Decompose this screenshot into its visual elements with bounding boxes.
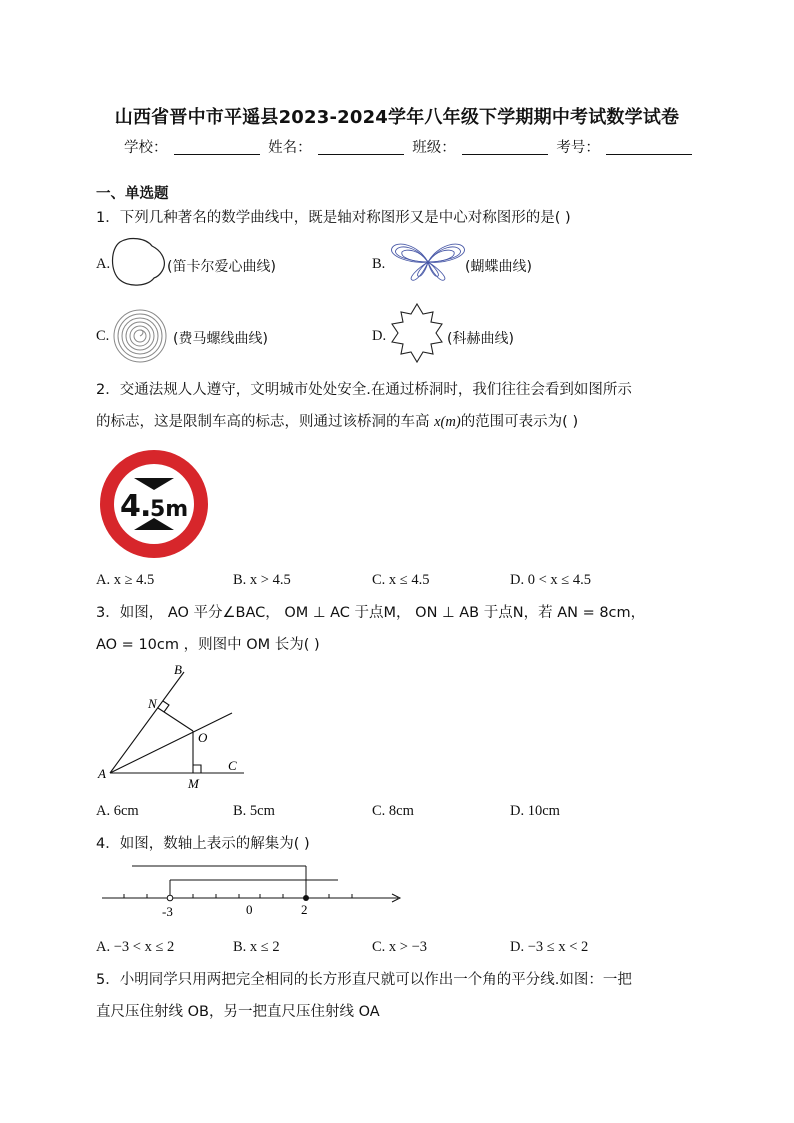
q4-option-a: A. −3 < x ≤ 2: [96, 939, 175, 955]
q5-stem-line2: 直尺压住射线 OB，另一把直尺压住射线 OA: [96, 1004, 380, 1020]
field-name-label: 姓名：: [268, 140, 312, 156]
q2-stem-line1: 2．交通法规人人遵守，文明城市处处安全.在通过桥洞时，我们往往会看到如图所示: [96, 382, 632, 398]
field-school-label: 学校：: [124, 140, 168, 156]
tick-label-2: 2: [301, 902, 308, 917]
q2-stem-tail: 的范围可表示为( ): [460, 414, 579, 430]
q1-option-d-letter: D.: [372, 328, 387, 344]
q5-stem-line1: 5．小明同学只用两把完全相同的长方形直尺就可以作出一个角的平分线.如图：一把: [96, 972, 632, 988]
q1-option-a-letter: A.: [96, 256, 111, 272]
q2-stem-variable: x(m): [434, 414, 461, 430]
q2-option-d: D. 0 < x ≤ 4.5: [510, 572, 591, 588]
q4-option-c: C. x > −3: [372, 939, 428, 955]
q1-stem: 1．下列几种著名的数学曲线中，既是轴对称图形又是中心对称图形的是( ): [96, 210, 571, 226]
field-name-blank: [318, 154, 404, 155]
q2-option-b: B. x > 4.5: [233, 572, 291, 588]
point-c-label: C: [228, 758, 237, 773]
number-line-figure: [98, 860, 408, 922]
q1-option-c-letter: C.: [96, 328, 110, 344]
fermat-spiral-figure: [110, 308, 170, 364]
student-info-line: [124, 136, 696, 157]
q3-stem-line1: 3．如图， AO 平分∠BAC， OM ⊥ AC 于点M， ON ⊥ AB 于点N，若 AN = 8cm，: [96, 605, 646, 621]
sign-digit: 4: [120, 489, 141, 524]
q4-option-b: B. x ≤ 2: [233, 939, 280, 955]
q2-stem-text: 的标志，这是限制车高的标志，则通过该桥洞的车高: [96, 414, 430, 430]
height-limit-sign: [98, 448, 210, 560]
q4-stem: 4．如图，数轴上表示的解集为( ): [96, 836, 310, 852]
q2-option-c: C. x ≤ 4.5: [372, 572, 430, 588]
field-school-blank: [174, 154, 260, 155]
point-o-label: O: [198, 730, 208, 745]
field-number-label: 考号：: [556, 140, 600, 156]
tick-label-0: 0: [246, 902, 253, 917]
q1-option-c-caption: (费马螺线曲线): [173, 331, 268, 347]
field-number-blank: [606, 154, 692, 155]
q3-option-c: C. 8cm: [372, 803, 414, 819]
point-b-label: B: [174, 662, 182, 677]
butterfly-curve-figure: [388, 238, 468, 282]
angle-bisector-figure: [92, 660, 252, 790]
field-class-blank: [462, 154, 548, 155]
sign-dot: .: [140, 489, 152, 524]
q2-stem-line2: [96, 410, 578, 431]
tick-label-neg3: -3: [162, 904, 173, 919]
q1-option-d-caption: (科赫曲线): [447, 331, 514, 347]
point-m-label: M: [188, 776, 199, 790]
q3-option-d: D. 10cm: [510, 803, 560, 819]
sign-decimal-unit: 5m: [150, 497, 189, 522]
q3-option-b: B. 5cm: [233, 803, 275, 819]
q3-option-a: A. 6cm: [96, 803, 139, 819]
koch-snowflake-figure: [384, 300, 450, 366]
q3-stem-line2: AO = 10cm ，则图中 OM 长为( ): [96, 637, 320, 653]
q2-option-a: A. x ≥ 4.5: [96, 572, 155, 588]
cardioid-curve-figure: [108, 236, 168, 288]
point-a-label: A: [98, 766, 106, 781]
q1-option-a-caption: (笛卡尔爱心曲线): [167, 259, 276, 275]
q1-option-b-letter: B.: [372, 256, 386, 272]
section-title: 一、单选题: [96, 186, 169, 202]
field-class-label: 班级：: [412, 140, 456, 156]
point-n-label: N: [148, 696, 157, 711]
page-title: 山西省晋中市平遥县2023-2024学年八年级下学期期中考试数学试卷: [114, 107, 680, 128]
q4-option-d: D. −3 ≤ x < 2: [510, 939, 589, 955]
q1-option-b-caption: (蝴蝶曲线): [465, 259, 532, 275]
